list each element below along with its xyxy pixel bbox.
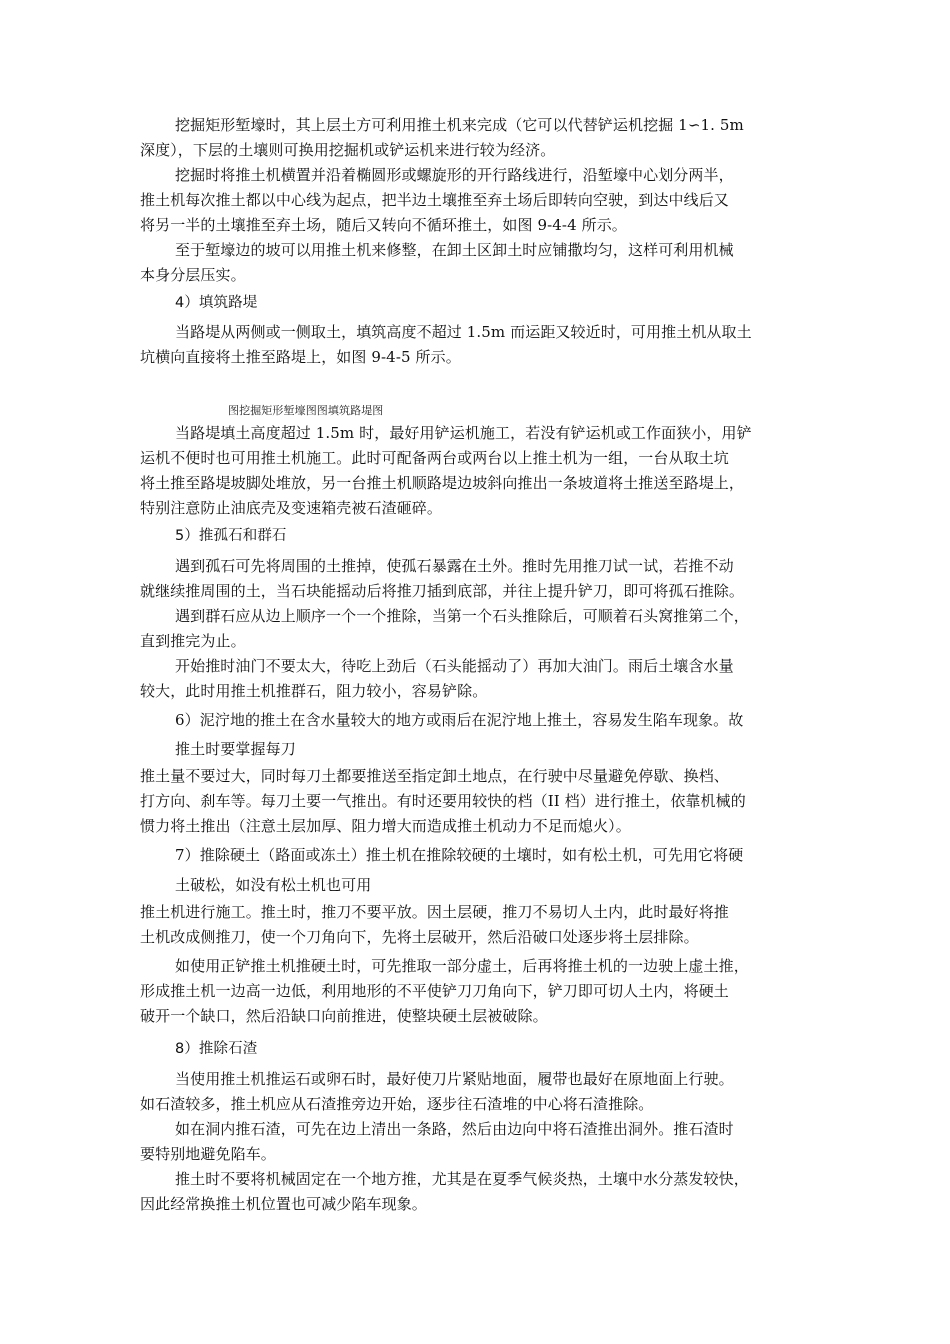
paragraph-line: 运机不便时也可用推土机施工。此时可配备两台或两台以上推土机为一组，一台从取土坑 bbox=[140, 449, 729, 467]
paragraph-line: 挖掘时将推土机横置并沿着椭圆形或螺旋形的开行路线进行，沿堑壕中心划分两半， bbox=[175, 166, 734, 184]
paragraph-line: 开始推时油门不要太大，待吃上劲后（石头能摇动了）再加大油门。雨后土壤含水量 bbox=[175, 657, 734, 675]
paragraph-line: 当路堤从两侧或一侧取土，填筑高度不超过 1.5m 而运距又较近时，可用推土机从取土 bbox=[175, 323, 752, 341]
paragraph-line: 当使用推土机推运石或卵石时，最好使刀片紧贴地面，履带也最好在原地面上行驶。 bbox=[175, 1070, 734, 1088]
paragraph-line: 如使用正铲推土机推硬土时，可先推取一部分虚土，后再将推土机的一边驶上虚土推， bbox=[175, 957, 749, 975]
paragraph-line: 破开一个缺口，然后沿缺口向前推进，使整块硬土层被破除。 bbox=[140, 1007, 548, 1025]
section-heading: 7）推除硬土（路面或冻土）推土机在推除较硬的土壤时，如有松土机，可先用它将硬 bbox=[175, 846, 744, 864]
paragraph-line: 遇到群石应从边上顺序一个一个推除，当第一个石头推除后，可顺着石头窝推第二个， bbox=[175, 607, 749, 625]
paragraph-line: 推土机每次推土都以中心线为起点，把半边土壤推至弃土场后即转向空驶，到达中线后又 bbox=[140, 191, 729, 209]
paragraph-line: 惯力将土推出（注意土层加厚、阻力增大而造成推土机动力不足而熄火）。 bbox=[140, 817, 631, 835]
paragraph-line: 遇到孤石可先将周围的土推掉，使孤石暴露在土外。推时先用推刀试一试，若推不动 bbox=[175, 557, 734, 575]
section-heading: 8）推除石渣 bbox=[175, 1041, 258, 1057]
paragraph-line: 将土推至路堤坡脚处堆放，另一台推土机顺路堤边坡斜向推出一条坡道将土推送至路堤上， bbox=[140, 474, 745, 492]
paragraph-line: 至于堑壕边的坡可以用推土机来修整，在卸土区卸土时应铺撒均匀，这样可利用机械 bbox=[175, 241, 734, 259]
paragraph-line: 就继续推周围的土，当石块能摇动后将推刀插到底部，并往上提升铲刀，即可将孤石推除。 bbox=[140, 582, 745, 600]
paragraph-line: 坑横向直接将土推至路堤上，如图 9-4-5 所示。 bbox=[140, 348, 461, 366]
paragraph-line: 将另一半的土壤推至弃土场，随后又转向不循环推土，如图 9-4-4 所示。 bbox=[140, 216, 627, 234]
section-heading: 4）填筑路堤 bbox=[175, 295, 258, 311]
paragraph-line: 因此经常换推土机位置也可减少陷车现象。 bbox=[140, 1195, 427, 1213]
paragraph-line: 推土时要掌握每刀 bbox=[175, 740, 296, 758]
paragraph-line: 本身分层压实。 bbox=[140, 266, 246, 284]
section-heading: 6）泥泞地的推土在含水量较大的地方或雨后在泥泞地上推土，容易发生陷车现象。故 bbox=[175, 711, 744, 729]
paragraph-line: 如在洞内推石渣，可先在边上清出一条路，然后由边向中将石渣推出洞外。推石渣时 bbox=[175, 1120, 734, 1138]
paragraph-line: 如石渣较多，推土机应从石渣推旁边开始，逐步往石渣堆的中心将石渣推除。 bbox=[140, 1095, 654, 1113]
paragraph-line: 挖掘矩形堑壕时，其上层土方可利用推土机来完成（它可以代替铲运机挖掘 1∽1. 5m bbox=[175, 116, 744, 134]
paragraph-line: 较大，此时用推土机推群石，阻力较小，容易铲除。 bbox=[140, 682, 488, 700]
paragraph-line: 深度），下层的土壤则可换用挖掘机或铲运机来进行较为经济。 bbox=[140, 141, 556, 159]
paragraph-line: 打方向、刹车等。每刀土要一气推出。有时还要用较快的档（II 档）进行推土，依靠机械的 bbox=[140, 792, 746, 810]
paragraph-line: 当路堤填土高度超过 1.5m 时，最好用铲运机施工，若没有铲运机或工作面狭小，用铲 bbox=[175, 424, 752, 442]
figure-caption: 图挖掘矩形堑壕图图填筑路堤图 bbox=[228, 404, 384, 417]
section-heading: 5）推孤石和群石 bbox=[175, 528, 287, 544]
paragraph-line: 推土时不要将机械固定在一个地方推，尤其是在夏季气候炎热，土壤中水分蒸发较快， bbox=[175, 1170, 749, 1188]
paragraph-line: 土破松，如没有松土机也可用 bbox=[175, 876, 372, 894]
paragraph-line: 土机改成侧推刀，使一个刀角向下，先将土层破开，然后沿破口处逐步将土层排除。 bbox=[140, 928, 699, 946]
paragraph-line: 特别注意防止油底壳及变速箱壳被石渣砸碎。 bbox=[140, 499, 443, 517]
paragraph-line: 要特别地避免陷车。 bbox=[140, 1145, 276, 1163]
paragraph-line: 推土机进行施工。推土时，推刀不要平放。因土层硬，推刀不易切人土内，此时最好将推 bbox=[140, 903, 729, 921]
paragraph-line: 形成推土机一边高一边低，利用地形的不平使铲刀刀角向下，铲刀即可切人土内，将硬土 bbox=[140, 982, 729, 1000]
paragraph-line: 直到推完为止。 bbox=[140, 632, 246, 650]
paragraph-line: 推土量不要过大，同时每刀土都要推送至指定卸土地点，在行驶中尽量避免停歇、换档、 bbox=[140, 767, 729, 785]
